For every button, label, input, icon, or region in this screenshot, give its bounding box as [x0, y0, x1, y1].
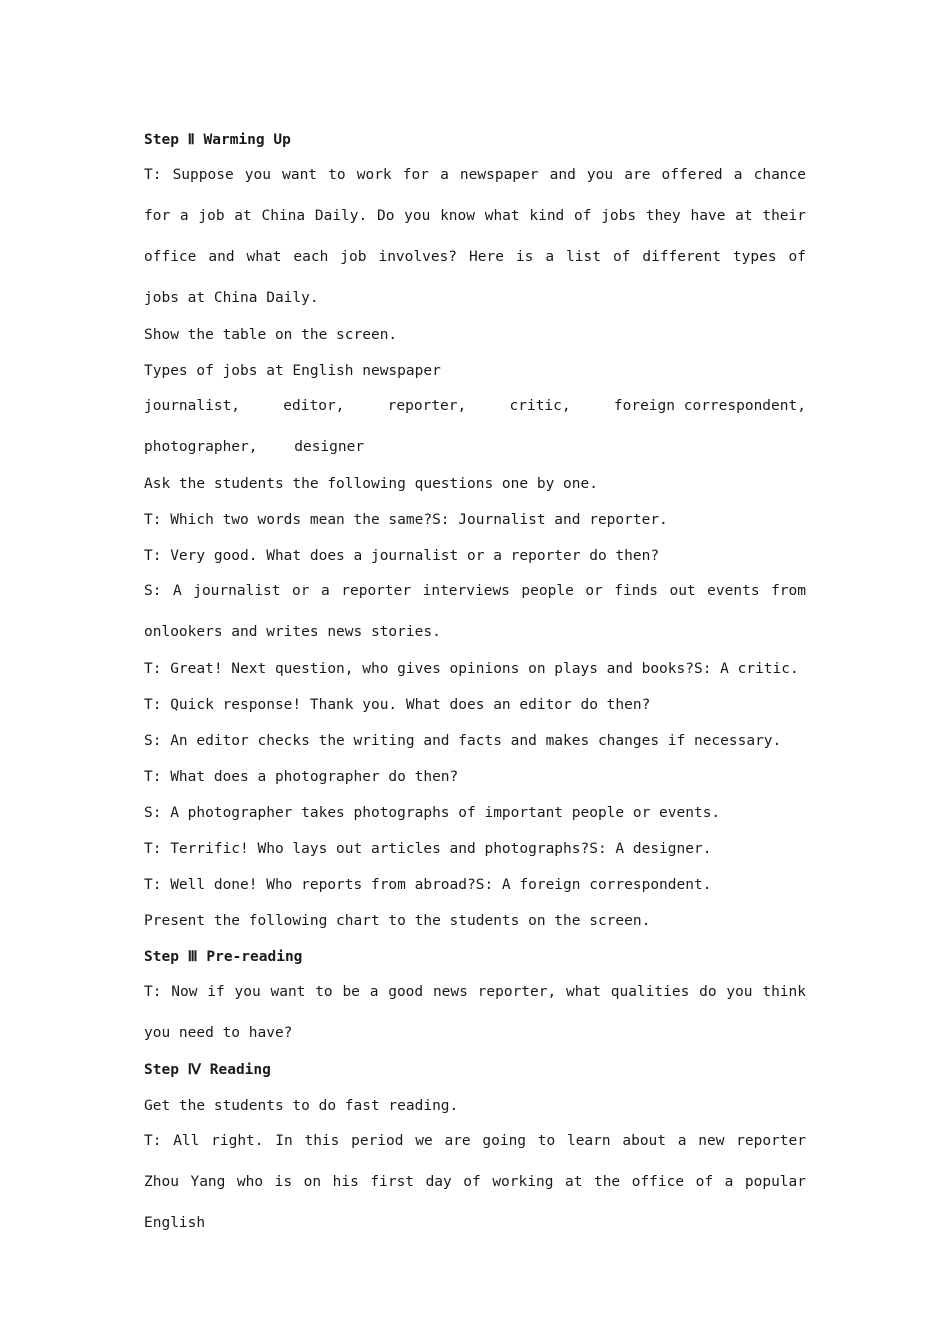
show-table-text: Show the table on the screen.: [144, 327, 398, 343]
job-item: reporter,: [387, 398, 467, 414]
dialogue-line: T: Which two words mean the same?S: Journalist and reporter.: [144, 512, 668, 528]
step3-question: T: Now if you want to be a good news reporter, what qualities do you think you need to have?: [144, 984, 806, 1041]
job-item: editor,: [283, 398, 345, 414]
dialogue-line: T: Very good. What does a journalist or a reporter do then?: [144, 548, 660, 564]
present-chart-text: Present the following chart to the students on the screen.: [144, 913, 651, 929]
step4-heading: Step Ⅳ Reading: [144, 1062, 271, 1078]
job-item: foreign correspondent,: [613, 398, 806, 414]
step4-instruction: Get the students to do fast reading.: [144, 1098, 459, 1114]
job-item: journalist,: [144, 398, 241, 414]
step4-text: T: All right. In this period we are going to learn about a new reporter Zhou Yang who is on his first day of working at the office of a popular English: [144, 1133, 806, 1231]
step2-intro-paragraph: T: Suppose you want to work for a newspaper and you are offered a chance for a job at China Daily. Do you know what kind of jobs they have at their office and what each job involves? Here is a list of different types of jobs at China Daily.: [144, 167, 806, 306]
step2-heading: Step Ⅱ Warming Up: [144, 132, 291, 148]
jobs-list: [144, 386, 806, 468]
dialogue-line: T: Great! Next question, who gives opinions on plays and books?S: A critic.: [144, 661, 799, 677]
jobs-row: [144, 386, 806, 427]
dialogue-line: T: Well done! Who reports from abroad?S: A foreign correspondent.: [144, 877, 712, 893]
dialogue-line: S: An editor checks the writing and facts and makes changes if necessary.: [144, 733, 782, 749]
step3-heading: Step Ⅲ Pre-reading: [144, 949, 303, 965]
dialogue-line: T: Quick response! Thank you. What does an editor do then?: [144, 697, 651, 713]
job-item: photographer,: [144, 439, 258, 455]
ask-instruction: Ask the students the following questions one by one.: [144, 476, 598, 492]
dialogue-line: T: What does a photographer do then?: [144, 769, 459, 785]
job-item: designer: [294, 439, 365, 455]
dialogue-line: S: A journalist or a reporter interviews people or finds out events from onlookers and writes news stories.: [144, 583, 806, 640]
table-title: Types of jobs at English newspaper: [144, 363, 441, 379]
document-page: [144, 122, 806, 1242]
jobs-row: [144, 427, 806, 468]
job-item: critic,: [509, 398, 571, 414]
dialogue-line: S: A photographer takes photographs of important people or events.: [144, 805, 721, 821]
dialogue-line: T: Terrific! Who lays out articles and photographs?S: A designer.: [144, 841, 712, 857]
